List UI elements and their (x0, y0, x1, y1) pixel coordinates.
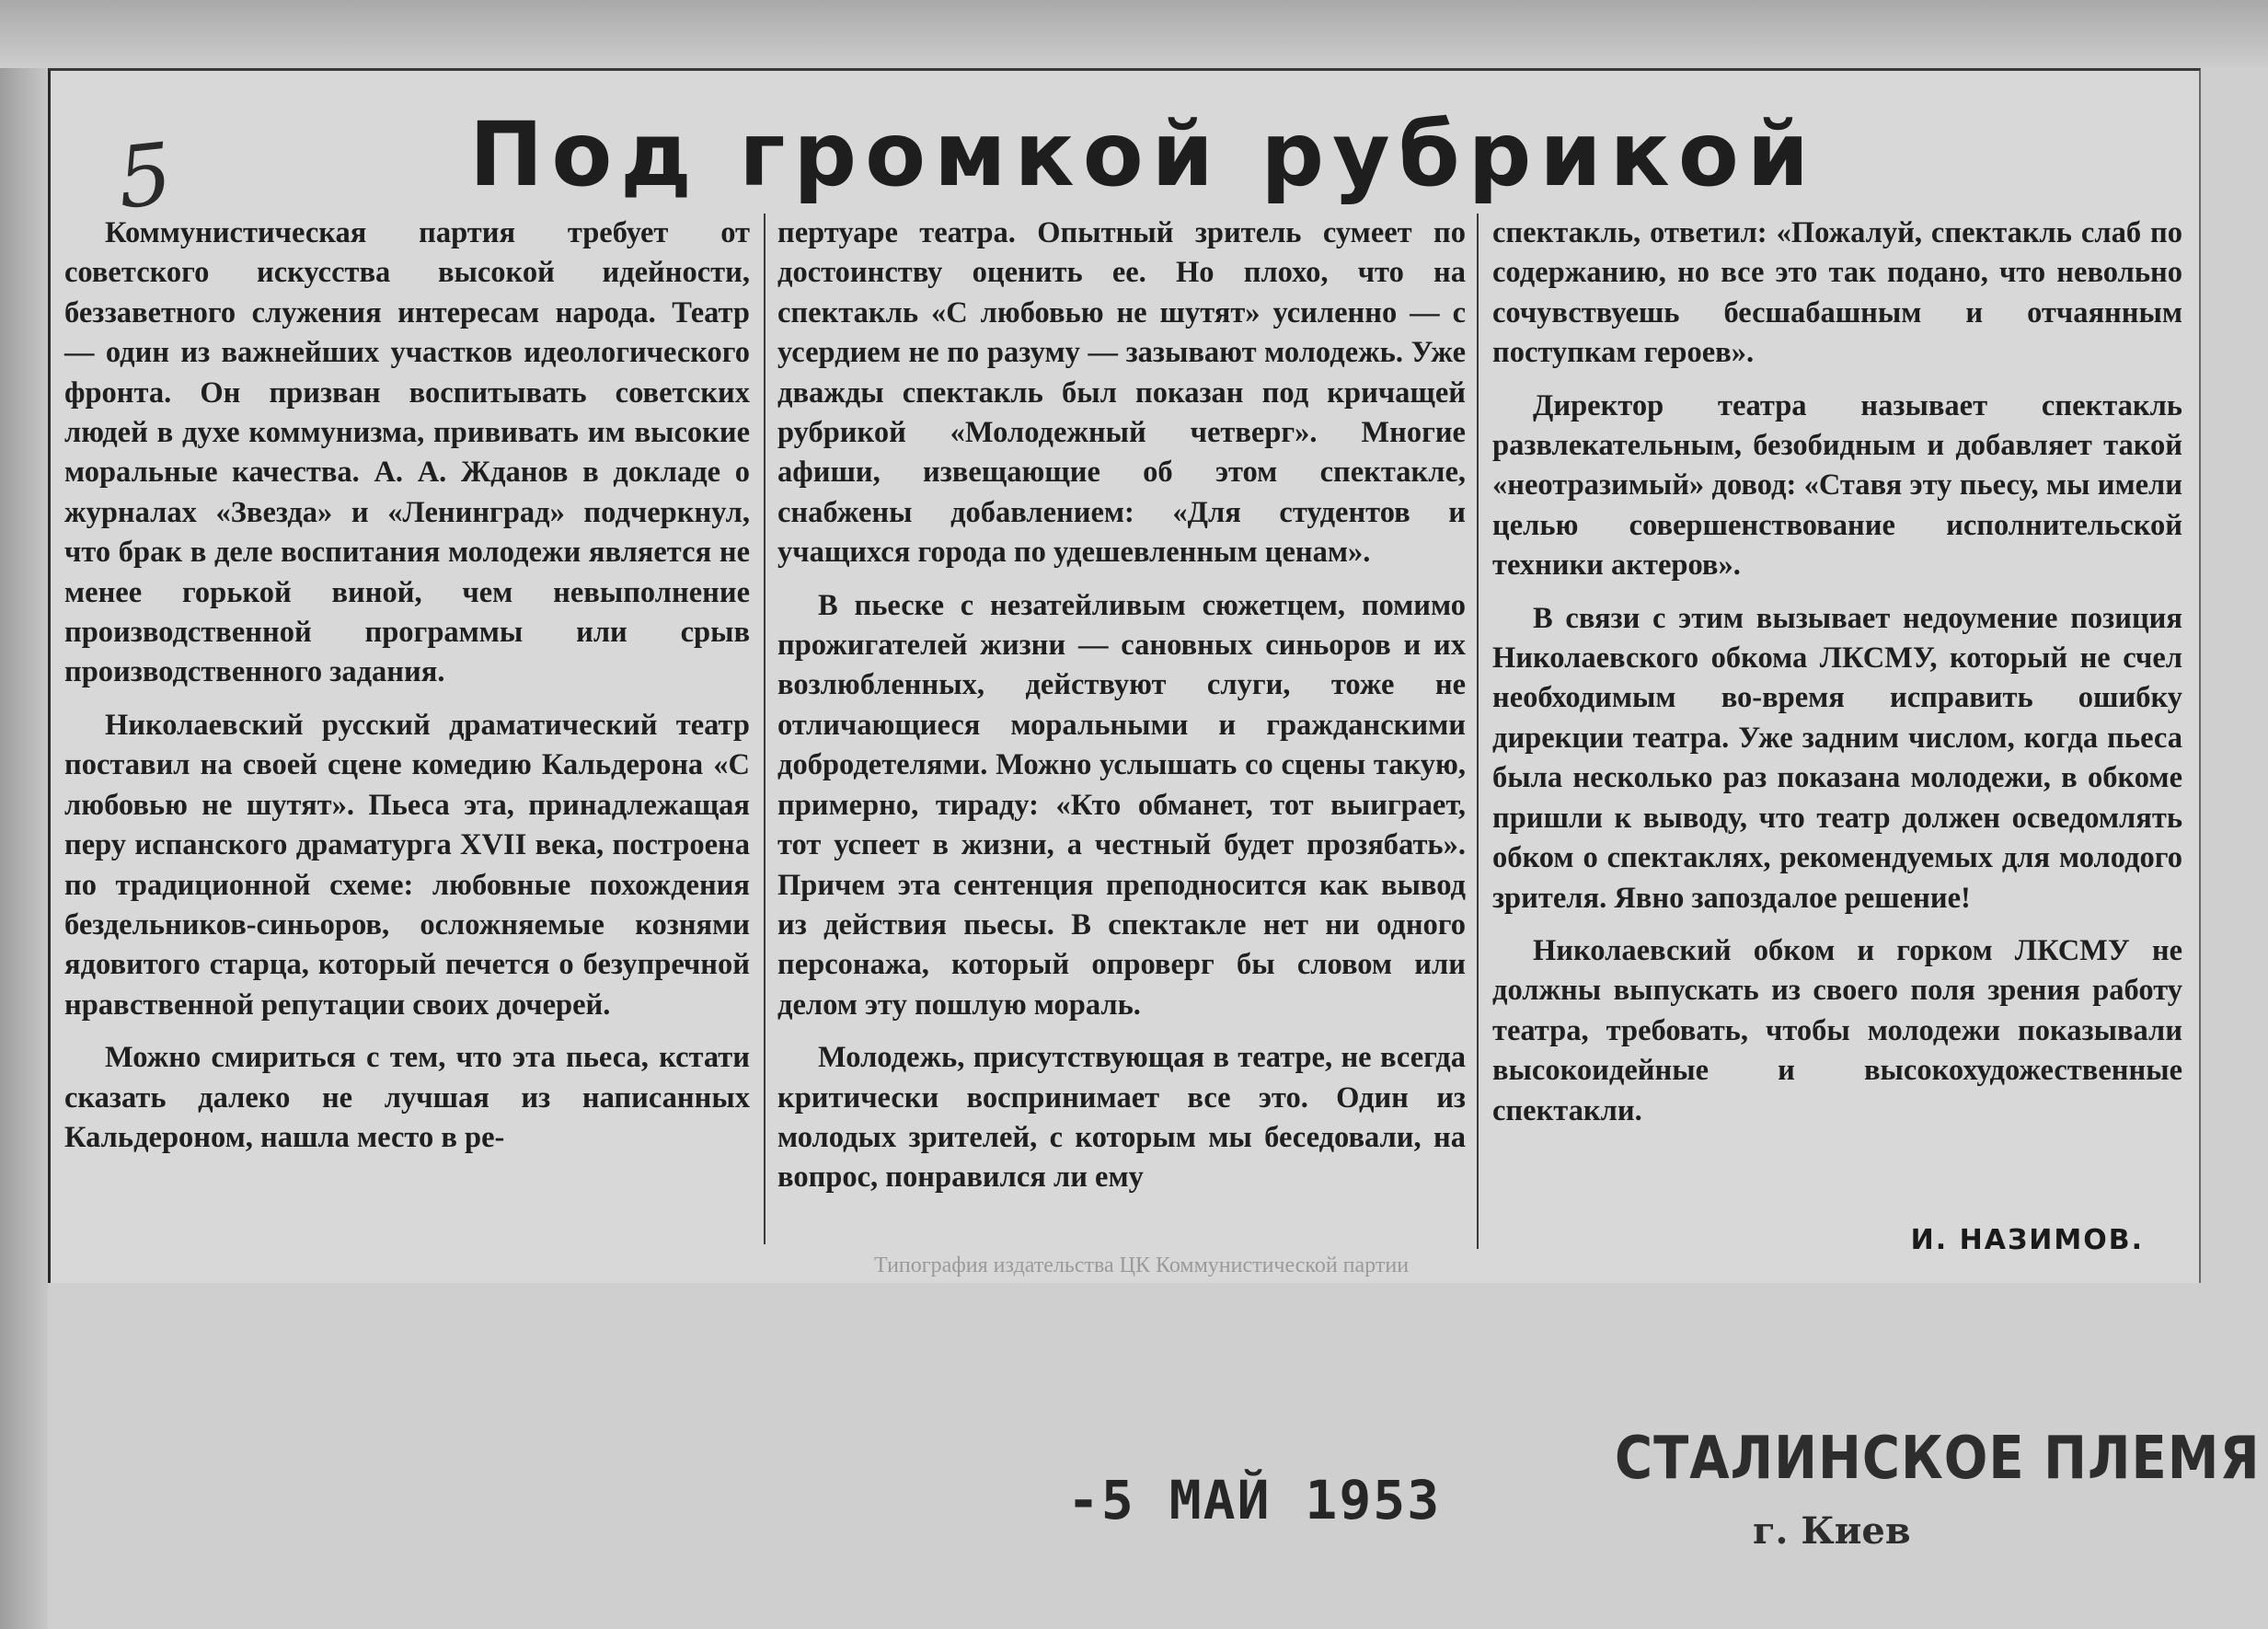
column-rule-1 (764, 214, 766, 1244)
paragraph: Молодежь, присутствующая в театре, не всегда критически воспринимает все это. Один из молодых зрителей, с которым мы беседовали, на вопрос, понравился ли ему (777, 1041, 1466, 1195)
author-signature: И. НАЗИМОВ. (1910, 1224, 2144, 1256)
handwritten-page-number: 5 (112, 124, 177, 228)
paragraph: Коммунистическая партия требует от советского искусства высокой идейности, беззаветного служения интересам народа. Театр — один из важнейших участков идеологического фронта. Он призван воспитывать советских людей в духе коммунизма, прививать им высокие моральные качества. А. А. Жданов в докладе о журналах «Звезда» и «Ленинград» подчеркнул, что брак в деле воспитания молодежи является не менее горькой виной, чем невыполнение производственной программы или срыв производственного задания. (64, 216, 750, 689)
date-stamp: -5 МАЙ 1953 (1067, 1469, 1442, 1531)
city-stamp: г. Киев (1753, 1509, 1911, 1553)
paragraph: спектакль, ответил: «Пожалуй, спектакль слаб по содержанию, но все это так подано, что невольно сочувствуешь бесшабашным и отчаянным поступкам героев». (1492, 216, 2182, 370)
article-column-2 (777, 214, 1466, 1211)
paragraph: пертуаре театра. Опытный зритель сумеет по достоинству оценить ее. Но плохо, что на спектакль «С любовью не шутят» усиленно — с усердием не по разуму — зазывают молодежь. Уже дважды спектакль был показан под кричащей рубрикой «Молодежный четверг». Многие афиши, извещающие об этом спектакле, снабжены добавлением: «Для студентов и учащихся города по удешевленным ценам». (777, 216, 1466, 570)
bleed-through-text: Типография издательства ЦК Коммунистической партии (874, 1254, 1410, 1277)
paragraph: Николаевский обком и горком ЛКСМУ не должны выпускать из своего поля зрения работу театра, требовать, чтобы молодежи показывали высокоидейные и высокохудожественные спектакли. (1492, 933, 2182, 1127)
article-headline: Под громкой рубрикой (469, 103, 1818, 206)
scan-border-top (0, 0, 2268, 68)
paragraph: В связи с этим вызывает недоумение позиция Николаевского обкома ЛКСМУ, который не счел необходимым во-время исправить ошибку дирекции театра. Уже задним числом, когда пьеса была несколько раз показана молодежи, в обкоме пришли к выводу, что театр должен осведомлять обком о спектаклях, рекомендуемых для молодого зрителя. Явно запоздалое решение! (1492, 601, 2182, 915)
article-column-3 (1492, 214, 2182, 1144)
paragraph: Николаевский русский драматический театр поставил на своей сцене комедию Кальдерона «С любовью не шутят». Пьеса эта, принадлежащая перу испанского драматурга XVII века, построена по традиционной схеме: любовные похождения бездельников-синьоров, осложняемые кознями ядовитого старца, который печется о безупречной нравственной репутации своих дочерей. (64, 708, 750, 1022)
scan-border-left (0, 0, 48, 1629)
paragraph: Можно смириться с тем, что эта пьеса, кстати сказать далеко не лучшая из написанных Кальдероном, нашла место в ре- (64, 1041, 750, 1154)
paragraph: В пьеске с незатейливым сюжетцем, помимо прожигателей жизни — сановных синьоров и их возлюбленных, действуют слуги, тоже не отличающиеся моральными и гражданскими добродетелями. Можно услышать со сцены такую, примерно, тираду: «Кто обманет, тот выиграет, тот успеет в жизни, а честный будет прозябать». Причем эта сентенция преподносится как вывод из действия пьесы. В спектакле нет ни одного персонажа, который опроверг бы словом или делом эту пошлую мораль. (777, 588, 1466, 1022)
newspaper-name-stamp: СТАЛИНСКОЕ ПЛЕМЯ (1615, 1424, 2261, 1493)
column-rule-2 (1477, 214, 1479, 1249)
article-column-1 (64, 214, 750, 1171)
paragraph: Директор театра называет спектакль развлекательным, безобидным и добавляет такой «неотразимый» довод: «Ставя эту пьесу, мы имели целью совершенствование исполнительской техники актеров». (1492, 388, 2182, 583)
